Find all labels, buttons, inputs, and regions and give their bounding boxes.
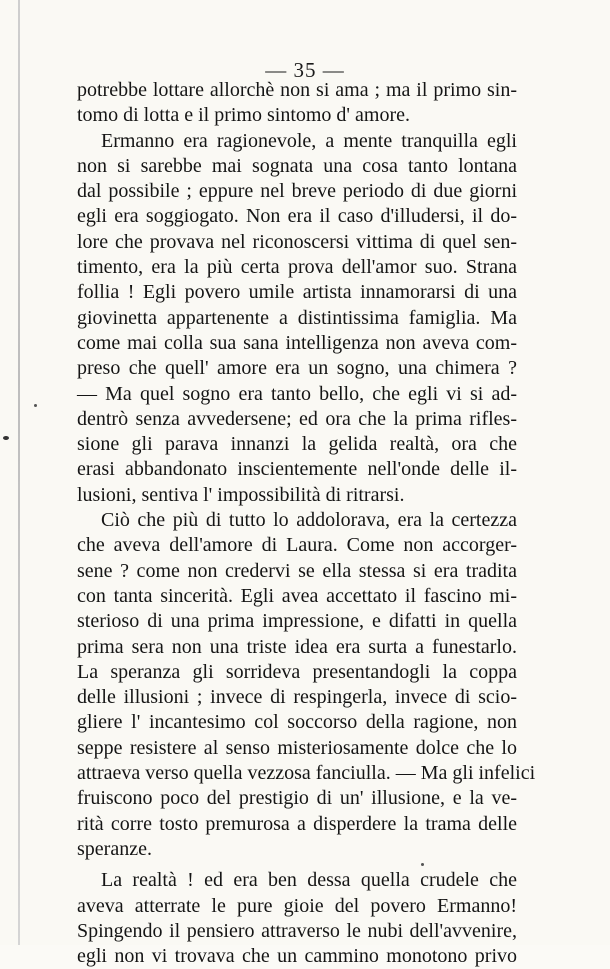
text-line: aveva atterrate le pure gioie del povero Ermanno! — [77, 894, 517, 917]
paper-speck — [3, 436, 9, 440]
text-line: follia ! Egli povero umile artista innamorarsi di una — [77, 281, 517, 304]
text-line: giovinetta appartenente a distintissima famiglia. Ma — [77, 306, 517, 329]
text-line: rità corre tosto premurosa a disperdere la trama delle — [77, 812, 517, 835]
text-line: speranze. — [77, 837, 152, 860]
text-line: tomo di lotta e il primo sintomo d' amore. — [77, 104, 411, 127]
text-line: timento, era la più certa prova dell'amor suo. Strana — [77, 256, 517, 279]
text-line: prima sera non una triste idea era surta a funestarlo. — [77, 635, 517, 658]
text-line: dentrò senza avvedersene; ed ora che la prima rifles- — [77, 407, 517, 430]
text-line: delle illusioni ; invece di respingerla, invece di scio- — [77, 686, 517, 709]
text-line: seppe resistere al senso misteriosamente dolce che lo — [77, 736, 517, 759]
text-line: egli era soggiogato. Non era il caso d'illudersi, il do- — [77, 205, 517, 228]
text-line: con tanta sincerità. Egli avea accettato il fascino mi- — [77, 584, 517, 607]
text-line: non si sarebbe mai sognata una cosa tanto lontana — [77, 154, 517, 177]
text-line: sene ? come non credervi se ella stessa si era tradita — [77, 559, 517, 582]
text-line: sione gli parava innanzi la gelida realtà, ora che — [77, 433, 517, 456]
text-line: La realtà ! ed era ben dessa quella crudele che — [101, 869, 517, 892]
text-line: lusioni, sentiva l' impossibilità di ritrarsi. — [77, 483, 405, 506]
body-text — [77, 78, 536, 969]
text-line: sterioso di una prima impressione, e difatti in quella — [77, 610, 517, 633]
paper-speck — [421, 863, 424, 866]
text-line: lore che provava nel riconoscersi vittima di quel sen- — [77, 230, 517, 253]
text-line: come mai colla sua sana intelligenza non aveva com- — [77, 331, 517, 354]
page-number: — 35 — — [265, 58, 345, 82]
text-line: preso che quell' amore era un sogno, una chimera ? — [77, 357, 517, 380]
text-line: potrebbe lottare allorchè non si ama ; ma il primo sin- — [77, 79, 517, 101]
text-line: erasi abbandonato inscientemente nell'onde delle il- — [77, 458, 517, 481]
text-line: gliere l' incantesimo col soccorso della ragione, non — [77, 711, 517, 734]
text-line: — Ma quel sogno era tanto bello, che egli vi si ad- — [77, 382, 517, 405]
text-line: La speranza gli sorrideva presentandogli la coppa — [77, 660, 517, 683]
text-line: che aveva dell'amore di Laura. Come non accorger- — [77, 534, 517, 557]
text-line: Ciò che più di tutto lo addolorava, era la certezza — [101, 509, 517, 532]
text-line: attraeva verso quella vezzosa fanciulla. — Ma gli infelici — [77, 762, 536, 785]
text-line: Ermanno era ragionevole, a mente tranquilla egli — [101, 129, 517, 152]
text-line: fruiscono poco del prestigio di un' illusione, e la ve- — [77, 787, 517, 810]
text-line: dal possibile ; eppure nel breve periodo di due giorni — [77, 180, 517, 203]
page-binding-edge — [18, 0, 20, 945]
paper-speck — [34, 404, 37, 407]
text-line: egli non vi trovava che un cammino monotono privo — [77, 945, 517, 968]
text-line: Spingendo il pensiero attraverso le nubi dell'avvenire, — [77, 919, 517, 942]
